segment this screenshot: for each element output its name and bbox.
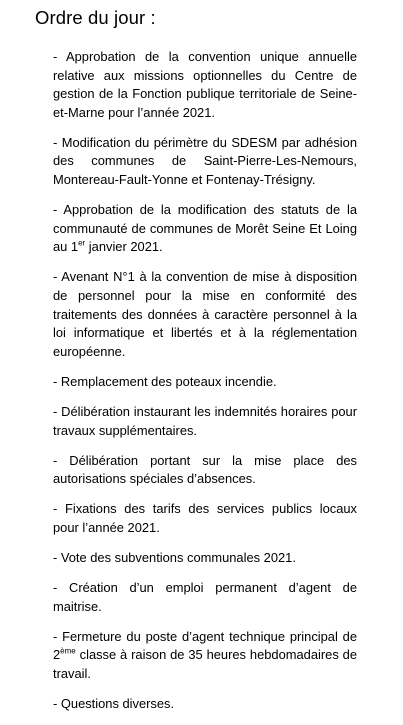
agenda-item-text: janvier 2021. [85, 239, 163, 255]
agenda-item-questions-diverses: - Questions diverses. [53, 696, 175, 712]
agenda-item-text: - Approbation de la modification des statuts de la communauté de communes de Morêt Seine Et Loing au 1 [53, 202, 357, 255]
agenda-list [53, 48, 357, 725]
ordinal-superscript: er [78, 239, 86, 249]
agenda-item-indemnites-horaires: - Délibération instaurant les indemnités horaires pour travaux supplémentaires. [53, 404, 357, 438]
agenda-item-fermeture-poste [53, 628, 357, 684]
agenda-item-emploi-maitrise: - Création d’un emploi permanent d’agent de maitrise. [53, 580, 357, 614]
agenda-item-text: classe à raison de 35 heures hebdomadaires de travail. [53, 647, 357, 682]
agenda-item-poteaux-incendie: - Remplacement des poteaux incendie. [53, 373, 277, 389]
agenda-item-avenant: - Avenant N°1 à la convention de mise à disposition de personnel pour la mise en conformité des traitements des données à caractère personnel à la loi informatique et libertés et à la réglementation européenne. [53, 269, 357, 359]
agenda-item-autorisations-absences: - Délibération portant sur la mise place des autorisations spéciales d’absences. [53, 452, 357, 487]
agenda-item-sdesm: - Modification du périmètre du SDESM par adhésion des communes de Saint-Pierre-Les-Nemours, Montereau-Fault-Yonne et Fontenay-Trésigny. [53, 134, 357, 188]
agenda-item-text: - Fermeture du poste d’agent technique principal de 2 [53, 628, 357, 663]
ordinal-superscript: ème [60, 647, 76, 657]
agenda-item-subventions: - Vote des subventions communales 2021. [53, 550, 296, 566]
agenda-item-convention-cdg: - Approbation de la convention unique annuelle relative aux missions optionnelles du Centre de gestion de la Fonction publique territoriale de Seine-et-Marne pour l’année 2021. [53, 49, 357, 120]
page-title: Ordre du jour : [35, 7, 156, 28]
agenda-item-tarifs: - Fixations des tarifs des services publics locaux pour l’année 2021. [53, 501, 357, 535]
agenda-item-statuts-communaute [53, 201, 357, 257]
